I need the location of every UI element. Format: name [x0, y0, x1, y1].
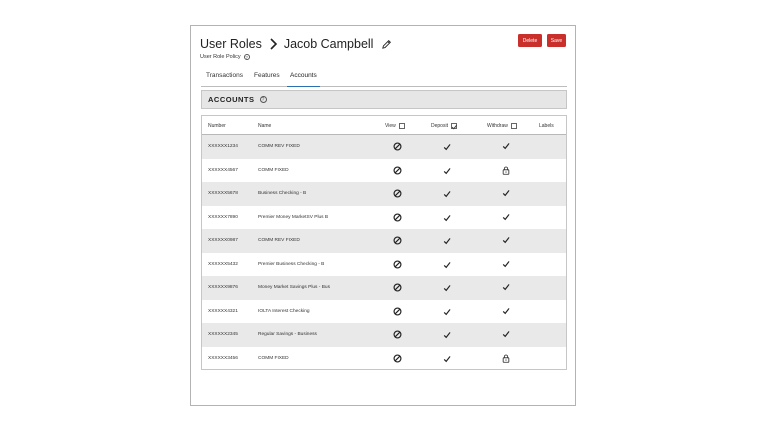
- table-row: [202, 253, 566, 277]
- table-row: [202, 229, 566, 253]
- view-prohibited-icon[interactable]: [393, 213, 402, 224]
- accounts-section-header: [201, 90, 567, 109]
- table-row: [202, 159, 566, 183]
- view-prohibited-icon[interactable]: [393, 142, 402, 153]
- deposit-checkmark-icon[interactable]: [443, 331, 451, 341]
- withdraw-checkmark-icon[interactable]: [502, 236, 510, 246]
- account-number: XXXXXX9876: [208, 285, 238, 290]
- deposit-checkmark-icon[interactable]: [443, 143, 451, 153]
- account-number: XXXXXX2345: [208, 332, 238, 337]
- deposit-checkmark-icon[interactable]: [443, 355, 451, 365]
- account-name: COMM FIXED: [258, 355, 289, 361]
- deposit-checkmark-icon[interactable]: [443, 284, 451, 294]
- view-prohibited-icon[interactable]: [393, 189, 402, 200]
- table-row: [202, 206, 566, 230]
- withdraw-lock-icon[interactable]: [502, 354, 510, 365]
- chevron-right-icon: [268, 37, 278, 51]
- table-row: [202, 276, 566, 300]
- deposit-checkmark-icon[interactable]: [443, 190, 451, 200]
- tab-transactions[interactable]: Transactions: [206, 72, 243, 79]
- tab-bar: [201, 70, 567, 87]
- view-all-checkbox[interactable]: [399, 123, 405, 129]
- withdraw-checkmark-icon[interactable]: [502, 189, 510, 199]
- account-number: XXXXXX4567: [208, 167, 238, 173]
- withdraw-checkmark-icon[interactable]: [502, 142, 510, 152]
- withdraw-checkmark-icon[interactable]: [502, 283, 510, 293]
- account-name: COMM REV FIXED: [258, 144, 300, 149]
- breadcrumb: [200, 35, 392, 53]
- view-prohibited-icon[interactable]: [393, 260, 402, 271]
- deposit-checkmark-icon[interactable]: [443, 237, 451, 247]
- deposit-all-checkbox[interactable]: [451, 123, 457, 129]
- account-number: XXXXXX5678: [208, 191, 238, 196]
- view-prohibited-icon[interactable]: [393, 166, 402, 177]
- view-prohibited-icon[interactable]: [393, 283, 402, 294]
- withdraw-all-checkbox[interactable]: [511, 123, 517, 129]
- view-prohibited-icon[interactable]: [393, 236, 402, 247]
- table-row: [202, 135, 566, 159]
- withdraw-checkmark-icon[interactable]: [502, 307, 510, 317]
- user-role-policy: [200, 54, 250, 60]
- view-prohibited-icon[interactable]: [393, 354, 402, 365]
- table-row: [202, 347, 566, 371]
- breadcrumb-current: Jacob Campbell: [283, 37, 374, 51]
- account-number: XXXXXX3456: [208, 355, 238, 361]
- account-name: COMM FIXED: [258, 167, 289, 173]
- deposit-checkmark-icon[interactable]: [443, 214, 451, 224]
- withdraw-checkmark-icon[interactable]: [502, 330, 510, 340]
- withdraw-checkmark-icon[interactable]: [502, 260, 510, 270]
- breadcrumb-root[interactable]: User Roles: [200, 37, 262, 51]
- account-number: XXXXXX4321: [208, 308, 238, 314]
- table-row: [202, 323, 566, 347]
- accounts-table: [201, 115, 567, 370]
- account-name: Premier Business Checking - B: [258, 261, 325, 267]
- account-number: XXXXXX7890: [208, 214, 238, 220]
- account-name: COMM REV FIXED: [258, 238, 300, 243]
- tab-accounts[interactable]: Accounts: [290, 72, 317, 85]
- column-header-withdraw: Withdraw: [487, 123, 517, 129]
- deposit-checkmark-icon[interactable]: [443, 167, 451, 177]
- account-name: IOLTA Interest Checking: [258, 308, 310, 314]
- view-prohibited-icon[interactable]: [393, 330, 402, 341]
- account-name: Money Market Savings Plus - Bus: [258, 285, 330, 290]
- view-prohibited-icon[interactable]: [393, 307, 402, 318]
- deposit-checkmark-icon[interactable]: [443, 308, 451, 318]
- question-circle-icon[interactable]: ?: [260, 96, 267, 103]
- account-name: Regular Savings - Business: [258, 332, 317, 337]
- account-name: Premier Money MarketSV Plus B: [258, 214, 329, 220]
- column-header-number[interactable]: Number: [208, 123, 226, 129]
- account-name: Business Checking - B: [258, 191, 307, 196]
- deposit-checkmark-icon[interactable]: [443, 261, 451, 271]
- question-circle-icon[interactable]: ?: [245, 54, 248, 60]
- pencil-icon[interactable]: [381, 39, 392, 50]
- policy-label: User Role Policy: [200, 54, 241, 60]
- withdraw-checkmark-icon[interactable]: [502, 213, 510, 223]
- withdraw-lock-icon[interactable]: [502, 166, 510, 177]
- column-header-labels: Labels: [539, 123, 554, 129]
- column-header-deposit: Deposit: [431, 123, 457, 129]
- section-title: ACCOUNTS: [208, 95, 255, 104]
- account-number: XXXXXX0987: [208, 238, 238, 243]
- table-row: [202, 300, 566, 324]
- table-header: [202, 116, 566, 135]
- delete-button[interactable]: Delete: [518, 34, 542, 47]
- table-row: [202, 182, 566, 206]
- save-button[interactable]: Save: [547, 34, 566, 47]
- account-number: XXXXXX5432: [208, 261, 238, 267]
- account-number: XXXXXX1234: [208, 144, 238, 149]
- tab-features[interactable]: Features: [254, 72, 280, 79]
- column-header-name[interactable]: Name: [258, 123, 272, 129]
- user-role-panel: [190, 25, 576, 406]
- column-header-view: View: [385, 123, 405, 129]
